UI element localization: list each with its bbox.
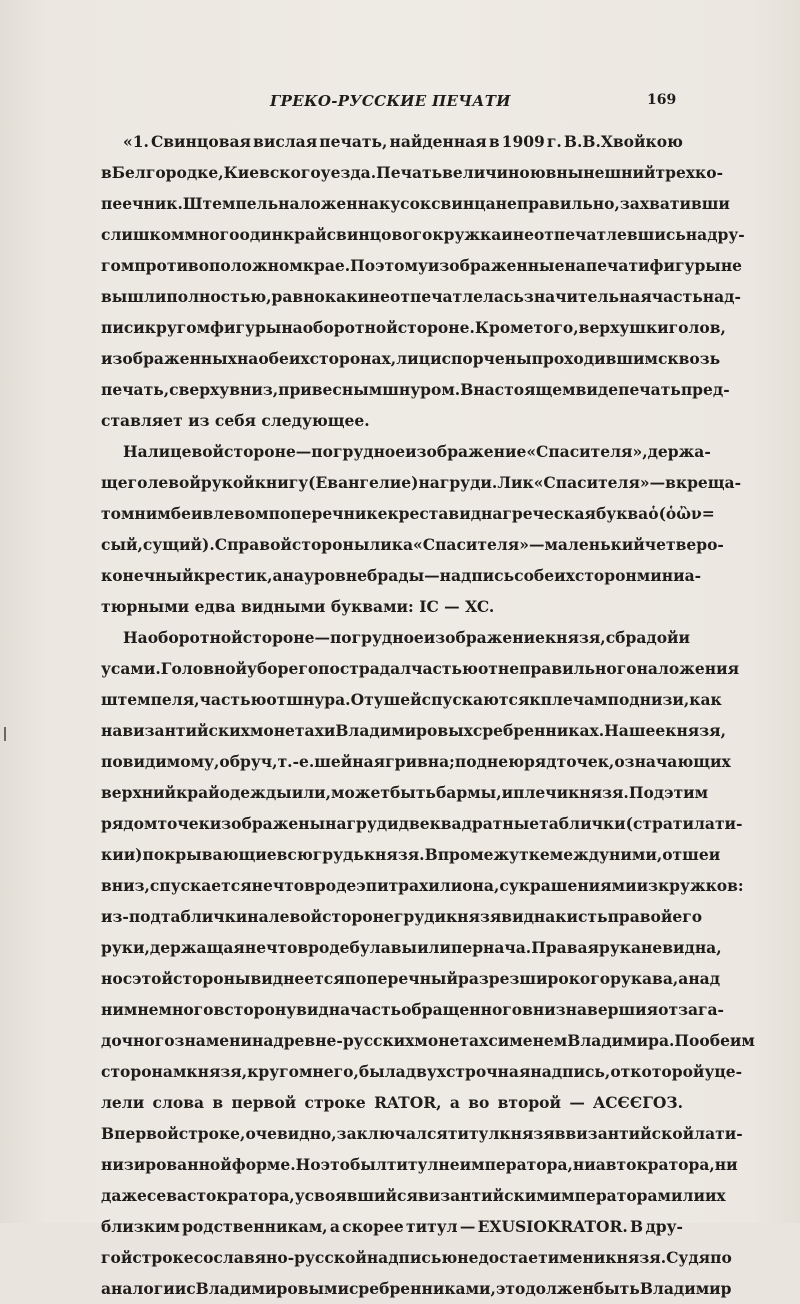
text-line: изображенных на обеих сторонах, лиц испорчены проходившим сквозь bbox=[101, 349, 721, 368]
text-line: печать, сверху вниз, привесным шнуром. В настоящем виде печать пред- bbox=[101, 380, 730, 399]
text-line: сый, сущий). С правой стороны лика «Спасителя» — маленький четверо- bbox=[101, 535, 724, 554]
text-line: В первой строке, очевидно, заключался титул князя в византийской лати- bbox=[101, 1124, 743, 1143]
text-line: в Белгородке, Киевского уезда. Печать величиною в нынешний трехко- bbox=[101, 163, 724, 182]
text-line: повидимому, обруч, т.-е. шейная гривна; под нею ряд точек, означающих bbox=[101, 752, 731, 771]
text-line: усами. Головной убор его пострадал частью от неправильного наложения bbox=[101, 659, 740, 678]
text-line: кии) покрывающие всю грудь князя. В промежутке между ними, от шеи bbox=[101, 845, 721, 864]
text-line: низированной форме. Но это был титул не императора, ни автократора, ни bbox=[101, 1155, 738, 1174]
text-line: гой строке со славяно-русской надписью недостает имени князя. Судя по bbox=[101, 1248, 732, 1267]
text-line: ним немного в сторону видна часть обращенного вниз навершия от зага- bbox=[101, 1000, 724, 1019]
text-line: тюрными едва видными буквами: IC — XC. bbox=[101, 597, 495, 616]
text-line: ставляет из себя следующее. bbox=[101, 411, 370, 430]
text-line: но с этой стороны виднеется поперечный разрез широкого рукава, а над bbox=[101, 969, 721, 988]
page-header bbox=[0, 92, 800, 116]
margin-mark bbox=[4, 727, 6, 741]
text-line: вниз, спускается нечто в роде эпитрахилиона, с украшениями из кружков: bbox=[101, 876, 744, 895]
text-line: вышли полностью, равно как и не отпечатлелась значительная часть над- bbox=[101, 287, 741, 306]
text-line: конечный крестик, а на уровне брады — надпись с обеих сторон миниа- bbox=[101, 566, 702, 585]
text-line: пеечник. Штемпель наложен на кусок свинца неправильно, захвативши bbox=[101, 194, 730, 213]
text-line: том нимбе и в левом поперечнике креста видна греческая буква ὁ (ὁ ὢν = bbox=[101, 504, 715, 523]
text-line: дочного знамени на древне-русских монетах с именем Владимира. По обеим bbox=[101, 1031, 755, 1050]
text-line: «1. Свинцовая вислая печать, найденная в 1909 г. В.В.Хвойкою bbox=[123, 132, 683, 151]
running-title: ГРЕКО-РУССКИЕ ПЕЧАТИ bbox=[270, 92, 511, 110]
text-line: даже севастократора, усвоявшийся византийским императорам или их bbox=[101, 1186, 726, 1205]
text-line: сторонам князя, кругом него, была двухстрочная надпись, от которой уце- bbox=[101, 1062, 743, 1081]
text-line: верхний край одежды или, может быть бармы, и плечи князя. Под этим bbox=[101, 783, 709, 802]
text-line: лели слова в первой строке RATOR, а во второй — ACЄЄГОЗ. bbox=[101, 1093, 683, 1112]
text-line: из-под таблички на левой стороне груди князя видна кисть правой его bbox=[101, 907, 703, 926]
text-line: гом противоположном крае. Поэтому изображенные на печати фигуры не bbox=[101, 256, 743, 275]
text-line: руки, держащая нечто в роде булавы или пернача. Правая рука не видна, bbox=[101, 938, 722, 957]
text-line: На оборотной стороне—погрудное изображение князя, с брадой и bbox=[123, 628, 691, 647]
text-line: щего левой рукой книгу (Евангелие) на груди. Лик «Спасителя»—в креща- bbox=[101, 473, 742, 492]
text-line: рядом точек изображены на груди две квадратные таблички (стратилати- bbox=[101, 814, 743, 833]
text-line: аналогии с Владимировыми сребренниками, это должен быть Владимир bbox=[101, 1279, 732, 1298]
text-line: писи кругом фигуры на оборотной стороне. Кроме того, верхушки голов, bbox=[101, 318, 726, 337]
body-text bbox=[101, 126, 755, 1304]
text-line: слишком много один край свинцового кружка и не отпечатлевшись на дру- bbox=[101, 225, 745, 244]
text-line: штемпеля, частью от шнура. От ушей спускаются к плечам поднизи, как bbox=[101, 690, 722, 709]
text-line: на византийских монетах и Владимировых сребренниках. На шее князя, bbox=[101, 721, 726, 740]
text-line: близким родственникам, а скорее титул — EXUSIOKRATOR. В дру- bbox=[101, 1217, 683, 1236]
page-number: 169 bbox=[647, 92, 677, 108]
text-line: На лицевой стороне—погрудное изображение «Спасителя», держа- bbox=[123, 442, 711, 461]
